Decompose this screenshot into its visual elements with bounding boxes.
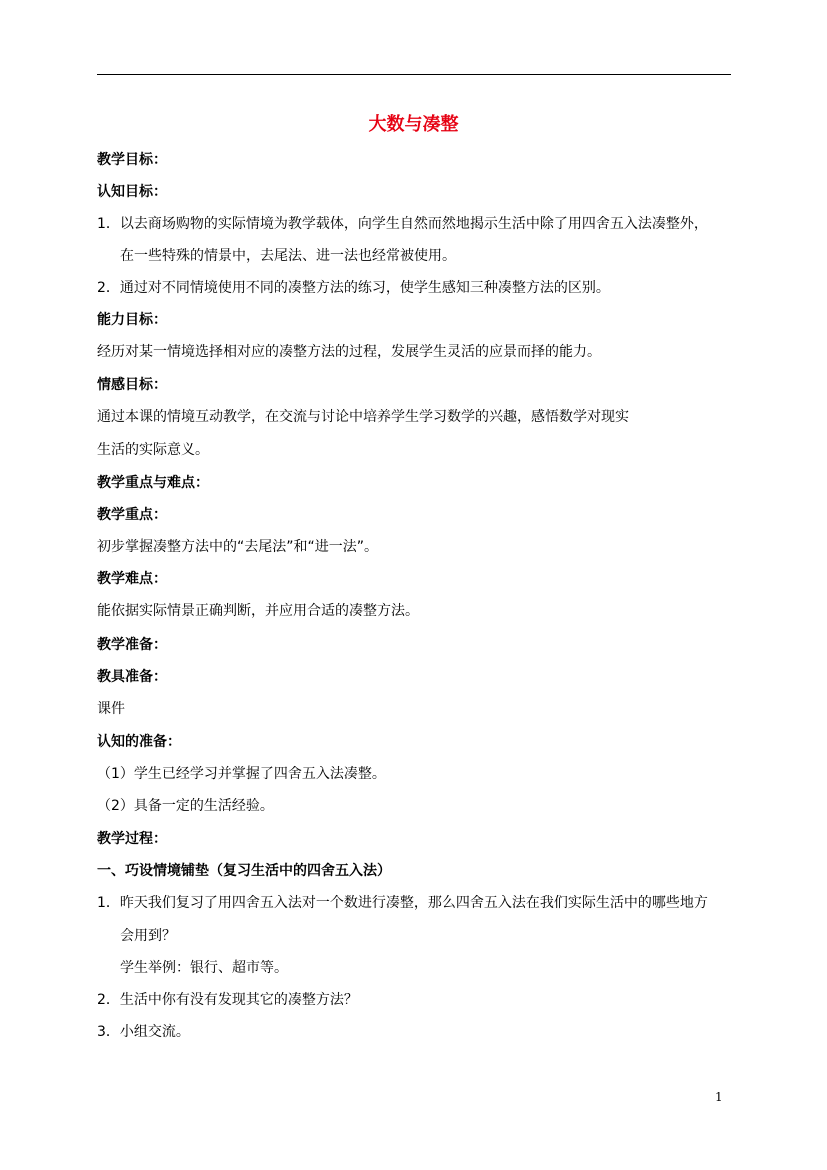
paragraph-line: 1．以去商场购物的实际情境为教学载体，向学生自然而然地揭示生活中除了用四舍五入法凑整外，: [97, 216, 708, 232]
paragraph-line: 会用到？: [120, 928, 176, 944]
header-rule: [97, 74, 731, 75]
paragraph-line: 学生举例：银行、超市等。: [120, 960, 288, 976]
paragraph-line: 在一些特殊的情景中，去尾法、进一法也经常被使用。: [120, 248, 456, 264]
heading-teaching-process: 教学过程：: [97, 831, 167, 847]
heading-preparation: 教学准备：: [97, 637, 167, 653]
paragraph-line: 3．小组交流。: [97, 1024, 190, 1040]
paragraph-line: （2）具备一定的生活经验。: [97, 798, 274, 814]
page-number: 1: [715, 1090, 723, 1104]
paragraph-line: 2．生活中你有没有发现其它的凑整方法？: [97, 992, 358, 1008]
paragraph-line: 能依据实际情景正确判断，并应用合适的凑整方法。: [97, 603, 419, 619]
heading-ability-goals: 能力目标：: [97, 312, 167, 328]
heading-cognitive-goals: 认知目标：: [97, 184, 167, 200]
heading-key-points: 教学重点与难点：: [97, 475, 209, 491]
paragraph-line: 课件: [97, 701, 125, 717]
heading-teaching-focus: 教学重点：: [97, 507, 167, 523]
heading-teaching-difficulty: 教学难点：: [97, 571, 167, 587]
heading-teaching-goals: 教学目标：: [97, 152, 167, 168]
paragraph-line: 初步掌握凑整方法中的“去尾法”和“进一法”。: [97, 539, 379, 555]
heading-materials: 教具准备：: [97, 669, 167, 685]
heading-cognitive-preparation: 认知的准备：: [97, 734, 181, 750]
paragraph-line: （1）学生已经学习并掌握了四舍五入法凑整。: [97, 766, 386, 782]
paragraph-line: 通过本课的情境互动教学，在交流与讨论中培养学生学习数学的兴趣，感悟数学对现实: [97, 409, 629, 425]
paragraph-line: 经历对某一情境选择相对应的凑整方法的过程，发展学生灵活的应景而择的能力。: [97, 344, 601, 360]
paragraph-line: 2．通过对不同情境使用不同的凑整方法的练习，使学生感知三种凑整方法的区别。: [97, 280, 610, 296]
heading-emotional-goals: 情感目标：: [97, 377, 167, 393]
paragraph-line: 1．昨天我们复习了用四舍五入法对一个数进行凑整，那么四舍五入法在我们实际生活中的哪些地方: [97, 895, 708, 911]
paragraph-line: 生活的实际意义。: [97, 442, 209, 458]
heading-section-one: 一、巧设情境铺垫（复习生活中的四舍五入法）: [97, 863, 391, 879]
document-title: 大数与凑整: [368, 114, 459, 135]
